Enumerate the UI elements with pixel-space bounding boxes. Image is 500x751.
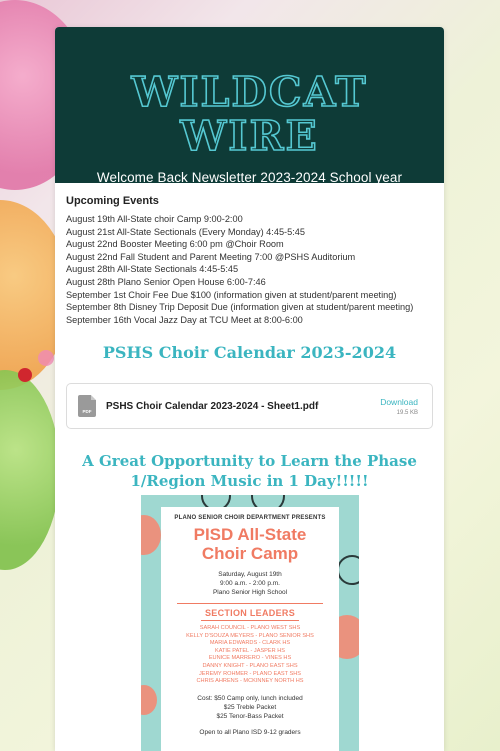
flyer-department: PLANO SENIOR CHOIR DEPARTMENT PRESENTS (174, 515, 326, 521)
event-item: August 28th Plano Senior Open House 6:00-7:46 (66, 276, 266, 287)
download-link[interactable]: Download (380, 396, 418, 407)
event-item: August 28th All-State Sectionals 4:45-5:45 (66, 264, 239, 275)
flyer-leader: EUNICE MARRERO - VINES HS (208, 655, 292, 662)
flyer-ring-decoration (337, 555, 359, 585)
red-balloon-decoration (18, 368, 32, 382)
file-size: 19.5 KB (396, 409, 418, 416)
flyer-flower-decoration (141, 515, 161, 555)
flyer-leader: KATIE PATEL - JASPER HS (214, 647, 286, 654)
pdf-attachment-card[interactable] (66, 383, 433, 429)
event-item: August 22nd Fall Student and Parent Meeting 7:00 @PSHS Auditorium (66, 251, 356, 262)
flyer-tenor-bass-packet: $25 Tenor-Bass Packet (216, 712, 284, 720)
choir-camp-flyer-image (141, 495, 359, 751)
flyer-leader: CHRIS AHRENS - MCKINNEY NORTH HS (196, 678, 304, 685)
flyer-date: Saturday, August 19th (218, 571, 282, 578)
newsletter-card (55, 27, 444, 751)
attachment-file-name[interactable]: PSHS Choir Calendar 2023-2024 - Sheet1.pdf (106, 400, 319, 412)
flyer-content (161, 507, 339, 751)
pdf-icon-label: PDF (82, 409, 92, 415)
header-subtitle: Welcome Back Newsletter 2023-2024 School year (96, 170, 403, 185)
flyer-location: Plano Senior High School (212, 589, 288, 596)
small-balloon-decoration (38, 350, 54, 366)
events-list (66, 213, 433, 326)
event-item: September 16th Vocal Jazz Day at TCU Meet at 8:00-6:00 (66, 314, 303, 325)
newsletter-header (55, 27, 444, 183)
flyer-leaders-heading: SECTION LEADERS (204, 608, 295, 618)
flyer-leader: KELLY D'SOUZA MEYERS - PLANO SENIOR SHS (186, 632, 314, 639)
flyer-flower-decoration (141, 685, 157, 715)
event-item: September 1st Choir Fee Due $100 (information given at student/parent meeting) (66, 289, 397, 300)
masthead-title: WILDCAT WIRE (131, 68, 368, 160)
green-balloon-decoration (0, 370, 60, 570)
event-item: August 22nd Booster Meeting 6:00 pm @Choir Room (66, 239, 284, 250)
flyer-time: 9:00 a.m. - 2:00 p.m. (220, 580, 280, 587)
events-heading: Upcoming Events (66, 195, 159, 207)
flyer-cost: Cost: $50 Camp only, lunch included (197, 694, 303, 702)
calendar-heading: PSHS Choir Calendar 2023-2024 (102, 343, 397, 363)
flyer-leader: JEREMY ROHMER - PLANO EAST SHS (198, 670, 302, 677)
flyer-leader: DANNY KNIGHT - PLANO EAST SHS (202, 662, 298, 669)
flyer-divider (177, 603, 323, 604)
flyer-eligibility: Open to all Plano ISD 9-12 graders (199, 728, 301, 736)
flyer-divider (201, 620, 299, 621)
upcoming-events-section (55, 183, 444, 326)
pdf-file-icon (78, 395, 96, 417)
event-item: August 21st All-State Sectionals (Every Monday) 4:45-5:45 (66, 226, 305, 237)
flyer-title-line2: Choir Camp (201, 544, 299, 563)
flyer-treble-packet: $25 Treble Packet (223, 703, 277, 711)
flyer-leader: SARAH COUNCIL - PLANO WEST SHS (199, 625, 301, 631)
event-item: August 19th All-State choir Camp 9:00-2:00 (66, 214, 243, 224)
opportunity-heading: A Great Opportunity to Learn the Phase 1/Region Music in 1 Day!!!!! (82, 452, 417, 491)
download-block (380, 397, 418, 416)
flyer-title-line1: PISD All-State (193, 525, 307, 544)
flyer-leader: MARIA EDWARDS - CLARK HS (209, 640, 291, 647)
event-item: September 8th Disney Trip Deposit Due (information given at student/parent meeting) (66, 302, 414, 313)
